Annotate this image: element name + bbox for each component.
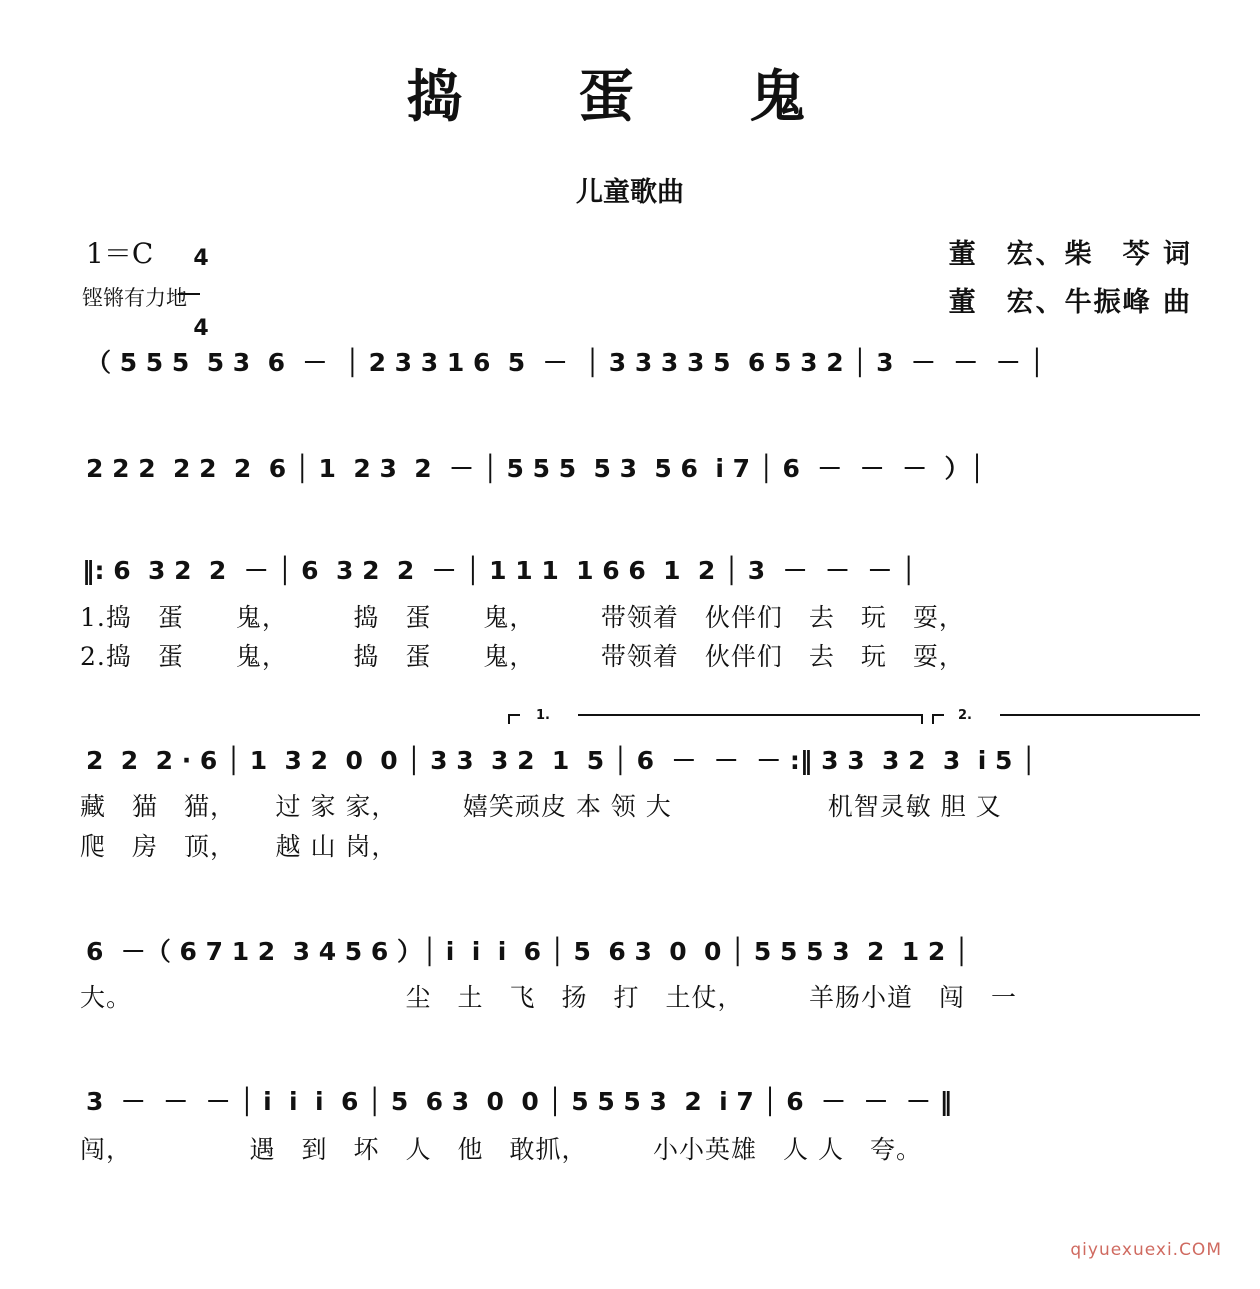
lyricist-credit: 董 宏、柴 芩 词 — [948, 239, 1192, 270]
volta-1-bracket-end — [921, 714, 923, 724]
lyric-row-5: 大。 尘 土 飞 扬 打 土仗， 羊肠小道 闯 一 — [80, 983, 1018, 1012]
volta-1-line — [578, 714, 922, 716]
notation-row-4: 2 2 2 · 6 │ 1 3 2 0 0 │ 3 3 3 2 1 5 │ 6 － － － :‖ 3 3 3 2 3 i 5 │ — [86, 746, 1037, 775]
notation-row-5: 6 －（ 6 7 1 2 3 4 5 6 ）│ i i i 6 │ 5 6 3 0 0 │ 5 5 5 3 2 1 2 │ — [86, 937, 970, 966]
volta-2-line-left — [932, 714, 944, 716]
time-signature-top: 4 — [193, 246, 209, 271]
volta-1-bracket-start — [508, 714, 510, 724]
volta-2-line — [1000, 714, 1200, 716]
notation-row-2: 2 2 2 2 2 2 6 │ 1 2 3 2 － │ 5 5 5 5 3 5 6 i 7 │ 6 － － － ）│ — [86, 454, 985, 483]
song-subtitle: 儿童歌曲 — [576, 177, 684, 208]
lyric-row-4-verse-2: 爬 房 顶， 越 山 岗， — [80, 832, 398, 861]
key-signature: 1＝C — [86, 237, 154, 270]
song-title: 捣 蛋 鬼 — [406, 64, 854, 130]
volta-2-label: 2. — [958, 708, 972, 723]
volta-1-line-left — [508, 714, 520, 716]
site-watermark: qiyuexuexi.COM — [1070, 1240, 1222, 1260]
lyric-row-3-verse-2: 2.捣 蛋 鬼， 捣 蛋 鬼， 带领着 伙伴们 去 玩 耍， — [80, 642, 965, 671]
time-signature-bottom: 4 — [193, 316, 209, 341]
lyric-row-4-verse-1: 藏 猫 猫， 过 家 家， 嬉笑顽皮 本 领 大 机智灵敏 胆 又 — [80, 792, 1002, 821]
volta-1-label: 1. — [536, 708, 550, 723]
composer-credit: 董 宏、牛振峰 曲 — [948, 287, 1192, 318]
notation-row-6: 3 － － － │ i i i 6 │ 5 6 3 0 0 │ 5 5 5 3 2 i 7 │ 6 － － － ‖ — [86, 1087, 953, 1116]
lyric-row-3-verse-1: 1.捣 蛋 鬼， 捣 蛋 鬼， 带领着 伙伴们 去 玩 耍， — [80, 603, 965, 632]
volta-2-bracket-start — [932, 714, 934, 724]
notation-row-1: （ 5 5 5 5 3 6 － │ 2 3 3 1 6 5 － │ 3 3 3 3 5 6 5 3 2 │ 3 － － － │ — [86, 348, 1045, 377]
tempo-marking: 铿锵有力地 — [82, 286, 187, 310]
notation-row-3: ‖: 6 3 2 2 － │ 6 3 2 2 － │ 1 1 1 1 6 6 1 2 │ 3 － － － │ — [82, 556, 917, 585]
lyric-row-6: 闯， 遇 到 坏 人 他 敢抓， 小小英雄 人 人 夸。 — [80, 1135, 922, 1164]
